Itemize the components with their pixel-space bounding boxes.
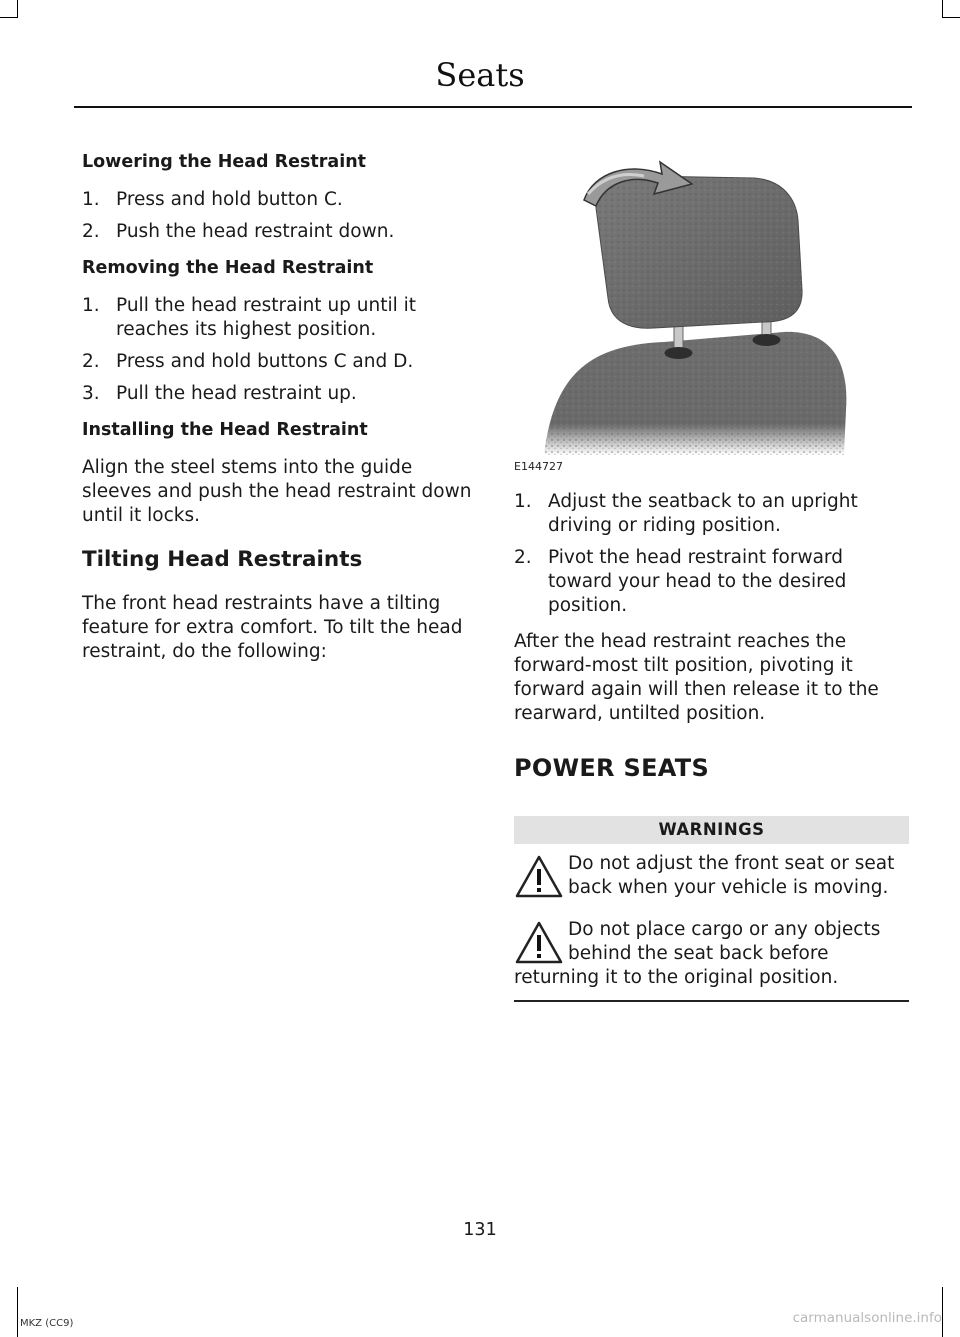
installing-text: Align the steel stems into the guide sleeves and push the head restraint down until it locks. (82, 457, 472, 526)
list-item: 1. Pull the head restraint up until it reaches its highest position. (82, 295, 417, 340)
warning-triangle-icon (514, 920, 564, 966)
list-item: 2. Push the head restraint down. (82, 221, 395, 242)
list-item: 1. Press and hold button C. (82, 189, 343, 210)
header-rule (74, 106, 912, 108)
list-item: 1. Adjust the seatback to an upright driving or riding position. (514, 491, 858, 536)
page-title: Seats (435, 56, 525, 94)
crop-mark (17, 1287, 18, 1337)
warnings-header: WARNINGS (514, 816, 909, 844)
lowering-steps (82, 188, 477, 244)
warning-item (514, 852, 909, 900)
list-item: 2. Press and hold buttons C and D. (82, 351, 414, 372)
tilting-heading: Tilting Head Restraints (82, 547, 363, 572)
lowering-heading: Lowering the Head Restraint (82, 152, 367, 172)
watermark: carmanualsonline.info (792, 1310, 942, 1326)
warning-triangle-icon (514, 854, 564, 900)
warnings-rule (514, 1000, 909, 1002)
crop-mark (942, 0, 943, 18)
tilting-text: The front head restraints have a tilting feature for extra comfort. To tilt the head restraint, do the following: (82, 593, 463, 662)
figure-id: E144727 (514, 460, 563, 473)
tilt-steps (514, 490, 909, 618)
crop-mark (0, 17, 18, 18)
left-column (82, 150, 477, 678)
crop-mark (942, 1287, 943, 1337)
page-number: 131 (463, 1220, 497, 1240)
right-column (514, 490, 909, 1002)
tilt-release-text: After the head restraint reaches the forward-most tilt position, pivoting it forward again will then release it to the rearward, untilted position. (514, 631, 879, 724)
installing-heading: Installing the Head Restraint (82, 420, 368, 440)
head-restraint-illustration (514, 150, 909, 478)
crop-mark (942, 17, 960, 18)
removing-heading: Removing the Head Restraint (82, 258, 374, 278)
list-item: 3. Pull the head restraint up. (82, 383, 357, 404)
list-item: 2. Pivot the head restraint forward toward your head to the desired position. (514, 547, 847, 616)
warning-text: Do not place cargo or any objects behind the seat back before returning it to the original position. (514, 919, 881, 988)
power-seats-heading: POWER SEATS (514, 754, 710, 782)
warning-item (514, 918, 909, 990)
warning-text: Do not adjust the front seat or seat back when your vehicle is moving. (568, 853, 895, 898)
crop-mark (17, 0, 18, 18)
document-code: MKZ (CC9) (20, 1318, 74, 1329)
removing-steps (82, 294, 477, 406)
head-restraint-image (514, 150, 909, 460)
